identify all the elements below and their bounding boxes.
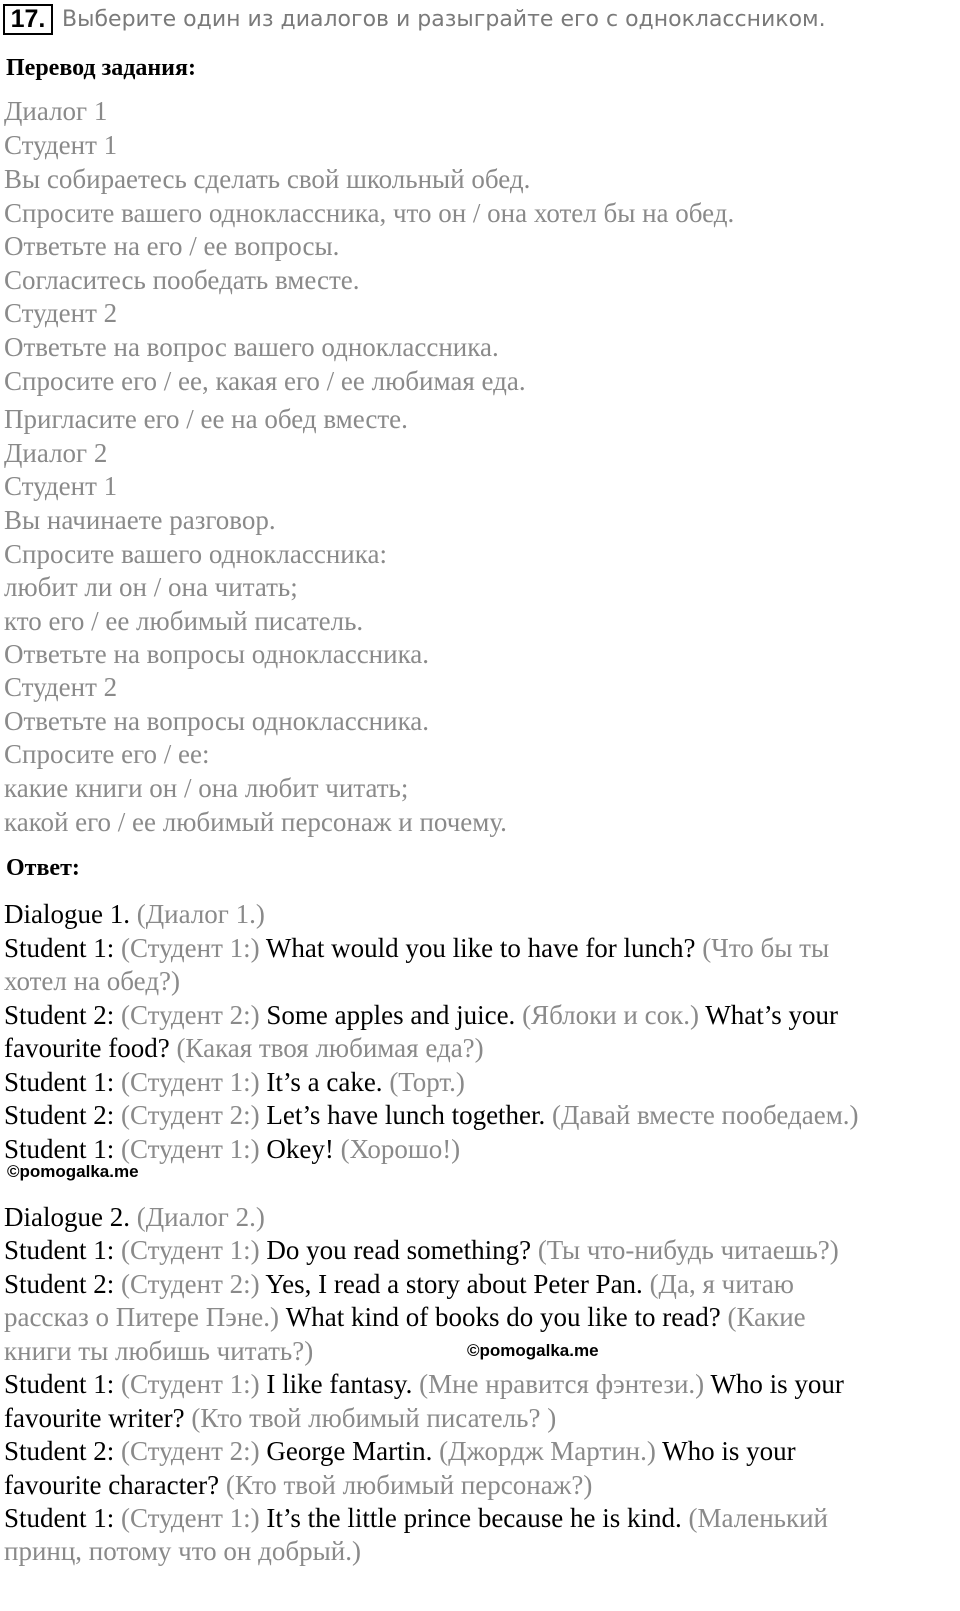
russian-translation: (Яблоки и сок.) [515, 1000, 706, 1030]
russian-translation: (Студент 1:) [114, 933, 266, 963]
translation-line: Спросите его / ее, какая его / ее любимая еда. [4, 366, 526, 396]
russian-translation: (Студент 1:) [114, 1235, 267, 1265]
translation-line: Студент 1 [4, 130, 118, 160]
english-text: Student 2: [4, 1269, 115, 1299]
translation-line: Спросите вашего одноклассника, что он / она хотел бы на обед. [4, 198, 735, 228]
translation-line: Ответьте на его / ее вопросы. [4, 231, 340, 261]
answer-line [4, 1300, 806, 1334]
watermark: ©pomogalka.me [7, 1162, 139, 1181]
russian-translation: (Студент 1:) [114, 1369, 267, 1399]
answer-line [4, 1200, 265, 1234]
russian-translation: хотел на обед?) [4, 966, 181, 996]
answer-line [4, 897, 265, 931]
russian-translation: (Давай вместе пообедаем.) [545, 1100, 859, 1130]
russian-translation: принц, потому что он добрый.) [4, 1536, 361, 1566]
task-instruction: Выберите один из диалогов и разыграйте его с одноклассником. [62, 7, 826, 32]
english-text: Student 1: [4, 1235, 115, 1265]
english-text: Student 1: [4, 1067, 115, 1097]
russian-translation: (Да, я читаю [642, 1269, 794, 1299]
answer-heading: Ответ: [6, 855, 80, 881]
russian-translation: (Какая твоя любимая еда?) [169, 1033, 484, 1063]
russian-translation: (Джордж Мартин.) [432, 1436, 663, 1466]
russian-translation: (Студент 2:) [114, 1100, 267, 1130]
english-text: Student 1: [4, 1503, 115, 1533]
translation-line: Ответьте на вопросы одноклассника. [4, 706, 430, 736]
answer-line [4, 1031, 484, 1065]
answer-line [4, 1233, 839, 1267]
answer-line [4, 1501, 828, 1535]
english-text: favourite writer? [4, 1403, 185, 1433]
translation-line: Студент 2 [4, 298, 118, 328]
russian-translation: книги ты любишь читать?) [4, 1336, 314, 1366]
translation-line: Согласитесь пообедать вместе. [4, 265, 360, 295]
english-text: Student 2: [4, 1436, 115, 1466]
translation-line: Пригласите его / ее на обед вместе. [4, 404, 408, 434]
english-text: What would you like to have for lunch? [265, 933, 696, 963]
translation-line: Ответьте на вопрос вашего одноклассника. [4, 332, 499, 362]
english-text: Student 1: [4, 933, 115, 963]
russian-translation: (Маленький [681, 1503, 828, 1533]
answer-line [4, 1132, 460, 1166]
answer-line [4, 1534, 361, 1568]
answer-line [4, 1334, 313, 1368]
answer-line [4, 1434, 796, 1468]
russian-translation: рассказ о Питере Пэне.) [4, 1302, 286, 1332]
english-text: What kind of books do you like to read? [285, 1302, 721, 1332]
russian-translation: (Студент 2:) [114, 1436, 267, 1466]
answer-line [4, 1367, 844, 1401]
translation-line: Спросите его / ее: [4, 739, 210, 769]
english-text: Okey! [266, 1134, 334, 1164]
translation-line: Вы начинаете разговор. [4, 505, 276, 535]
translation-line: Студент 1 [4, 471, 118, 501]
english-text: George Martin. [266, 1436, 433, 1466]
answer-line [4, 1065, 465, 1099]
answer-line [4, 1098, 859, 1132]
russian-translation: (Мне нравится фэнтези.) [412, 1369, 711, 1399]
russian-translation: (Какие [720, 1302, 806, 1332]
answer-line [4, 931, 829, 965]
english-text: I like fantasy. [266, 1369, 413, 1399]
english-text: Dialogue 1. [4, 899, 130, 929]
translation-line: кто его / ее любимый писатель. [4, 606, 364, 636]
translation-heading: Перевод задания: [6, 55, 196, 81]
russian-translation: (Студент 2:) [114, 1000, 267, 1030]
english-text: Student 1: [4, 1134, 115, 1164]
translation-line: Студент 2 [4, 672, 118, 702]
english-text: Some apples and juice. [266, 1000, 516, 1030]
russian-translation: (Диалог 1.) [129, 899, 265, 929]
english-text: Do you read something? [266, 1235, 532, 1265]
translation-line: Диалог 1 [4, 96, 108, 126]
english-text: Student 2: [4, 1100, 115, 1130]
translation-line: Ответьте на вопросы одноклассника. [4, 639, 430, 669]
english-text: Student 1: [4, 1369, 115, 1399]
english-text: It’s a cake. [266, 1067, 383, 1097]
translation-line: какие книги он / она любит читать; [4, 773, 409, 803]
russian-translation: (Кто твой любимый писатель? ) [184, 1403, 557, 1433]
russian-translation: (Студент 1:) [114, 1134, 267, 1164]
english-text: Student 2: [4, 1000, 115, 1030]
translation-line: какой его / ее любимый персонаж и почему. [4, 807, 507, 837]
english-text: What’s your [705, 1000, 838, 1030]
task-number-box: 17. [3, 4, 53, 35]
translation-line: Вы собираетесь сделать свой школьный обед. [4, 164, 531, 194]
translation-line: Диалог 2 [4, 438, 108, 468]
watermark: ©pomogalka.me [467, 1341, 599, 1360]
answer-line [4, 1401, 556, 1435]
russian-translation: (Студент 1:) [114, 1067, 267, 1097]
russian-translation: (Хорошо!) [333, 1134, 461, 1164]
english-text: Who is your [662, 1436, 796, 1466]
english-text: Dialogue 2. [4, 1202, 130, 1232]
answer-line [4, 998, 838, 1032]
english-text: favourite food? [4, 1033, 170, 1063]
english-text: Who is your [710, 1369, 844, 1399]
russian-translation: (Студент 2:) [114, 1269, 266, 1299]
translation-line: Спросите вашего одноклассника: [4, 539, 387, 569]
answer-line [4, 964, 180, 998]
answer-line [4, 1267, 794, 1301]
english-text: Let’s have lunch together. [266, 1100, 546, 1130]
english-text: favourite character? [4, 1470, 220, 1500]
russian-translation: (Торт.) [382, 1067, 465, 1097]
russian-translation: (Студент 1:) [114, 1503, 267, 1533]
russian-translation: (Что бы ты [695, 933, 830, 963]
russian-translation: (Ты что-нибудь читаешь?) [531, 1235, 839, 1265]
english-text: It’s the little prince because he is kind. [266, 1503, 682, 1533]
translation-line: любит ли он / она читать; [4, 572, 298, 602]
answer-line [4, 1468, 592, 1502]
russian-translation: (Кто твой любимый персонаж?) [219, 1470, 593, 1500]
english-text: Yes, I read a story about Peter Pan. [265, 1269, 643, 1299]
russian-translation: (Диалог 2.) [129, 1202, 265, 1232]
